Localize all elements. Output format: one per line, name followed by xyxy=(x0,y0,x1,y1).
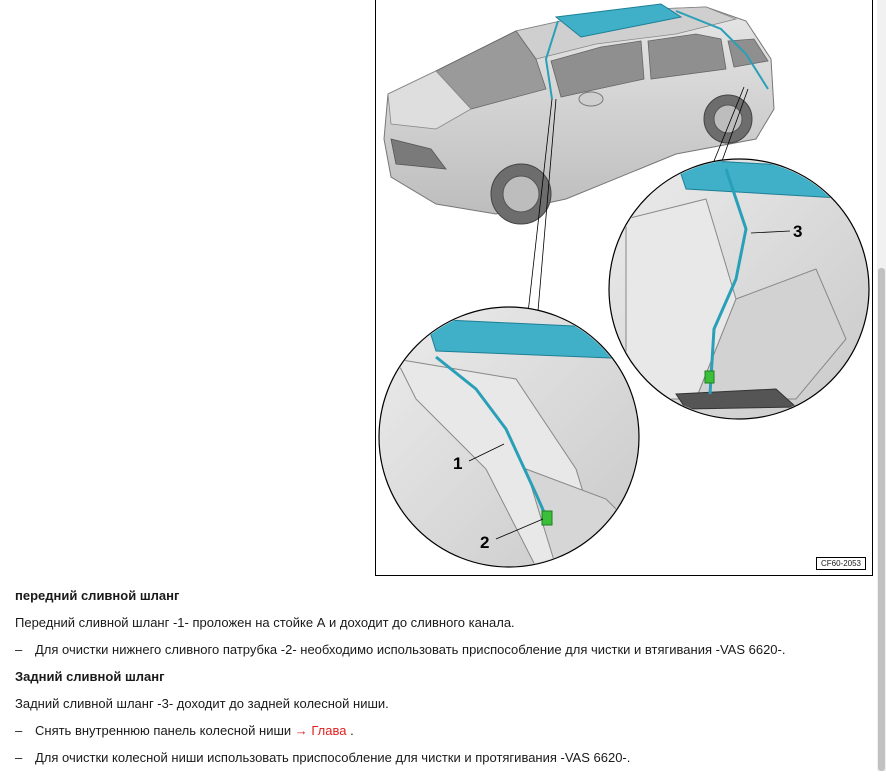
rear-hose-step-2-text: Для очистки колесной ниши использовать приспособление для чистки и протягивания -VAS 6620-. xyxy=(35,750,631,765)
front-hose-step xyxy=(15,641,875,659)
rear-hose-step-1 xyxy=(15,722,875,740)
callout-1: 1 xyxy=(453,454,463,473)
front-hose-heading: передний сливной шланг xyxy=(15,588,180,603)
front-detail-circle xyxy=(379,307,646,567)
step-dash: – xyxy=(15,750,23,765)
instruction-text xyxy=(15,587,875,776)
illustration-frame xyxy=(375,0,873,576)
rear-hose-step-2 xyxy=(15,749,875,767)
chapter-link[interactable]: → Глава xyxy=(294,723,347,738)
drain-hose-illustration xyxy=(376,0,873,576)
rear-hose-heading: Задний сливной шланг xyxy=(15,669,165,684)
rear-hose-paragraph: Задний сливной шланг -3- доходит до задней колесной ниши. xyxy=(15,696,389,711)
callout-3: 3 xyxy=(793,222,803,241)
step-dash: – xyxy=(15,723,23,738)
callout-2: 2 xyxy=(480,533,490,552)
rear-hose-step-1-text: Снять внутреннюю панель колесной ниши xyxy=(35,723,292,738)
vertical-scrollbar[interactable] xyxy=(877,0,886,771)
front-hose-paragraph: Передний сливной шланг -1- проложен на стойке А и доходит до сливного канала. xyxy=(15,615,515,630)
rear-detail-circle xyxy=(609,159,869,419)
step-dash: – xyxy=(15,642,23,657)
rear-hose-step-1-end: . xyxy=(350,723,354,738)
front-hose-step-text: Для очистки нижнего сливного патрубка -2- необходимо использовать приспособление для чистки и втягивания -VAS 6620-. xyxy=(35,642,786,657)
figure-id-label: CF60-2053 xyxy=(816,557,866,570)
scrollbar-thumb[interactable] xyxy=(878,268,885,771)
